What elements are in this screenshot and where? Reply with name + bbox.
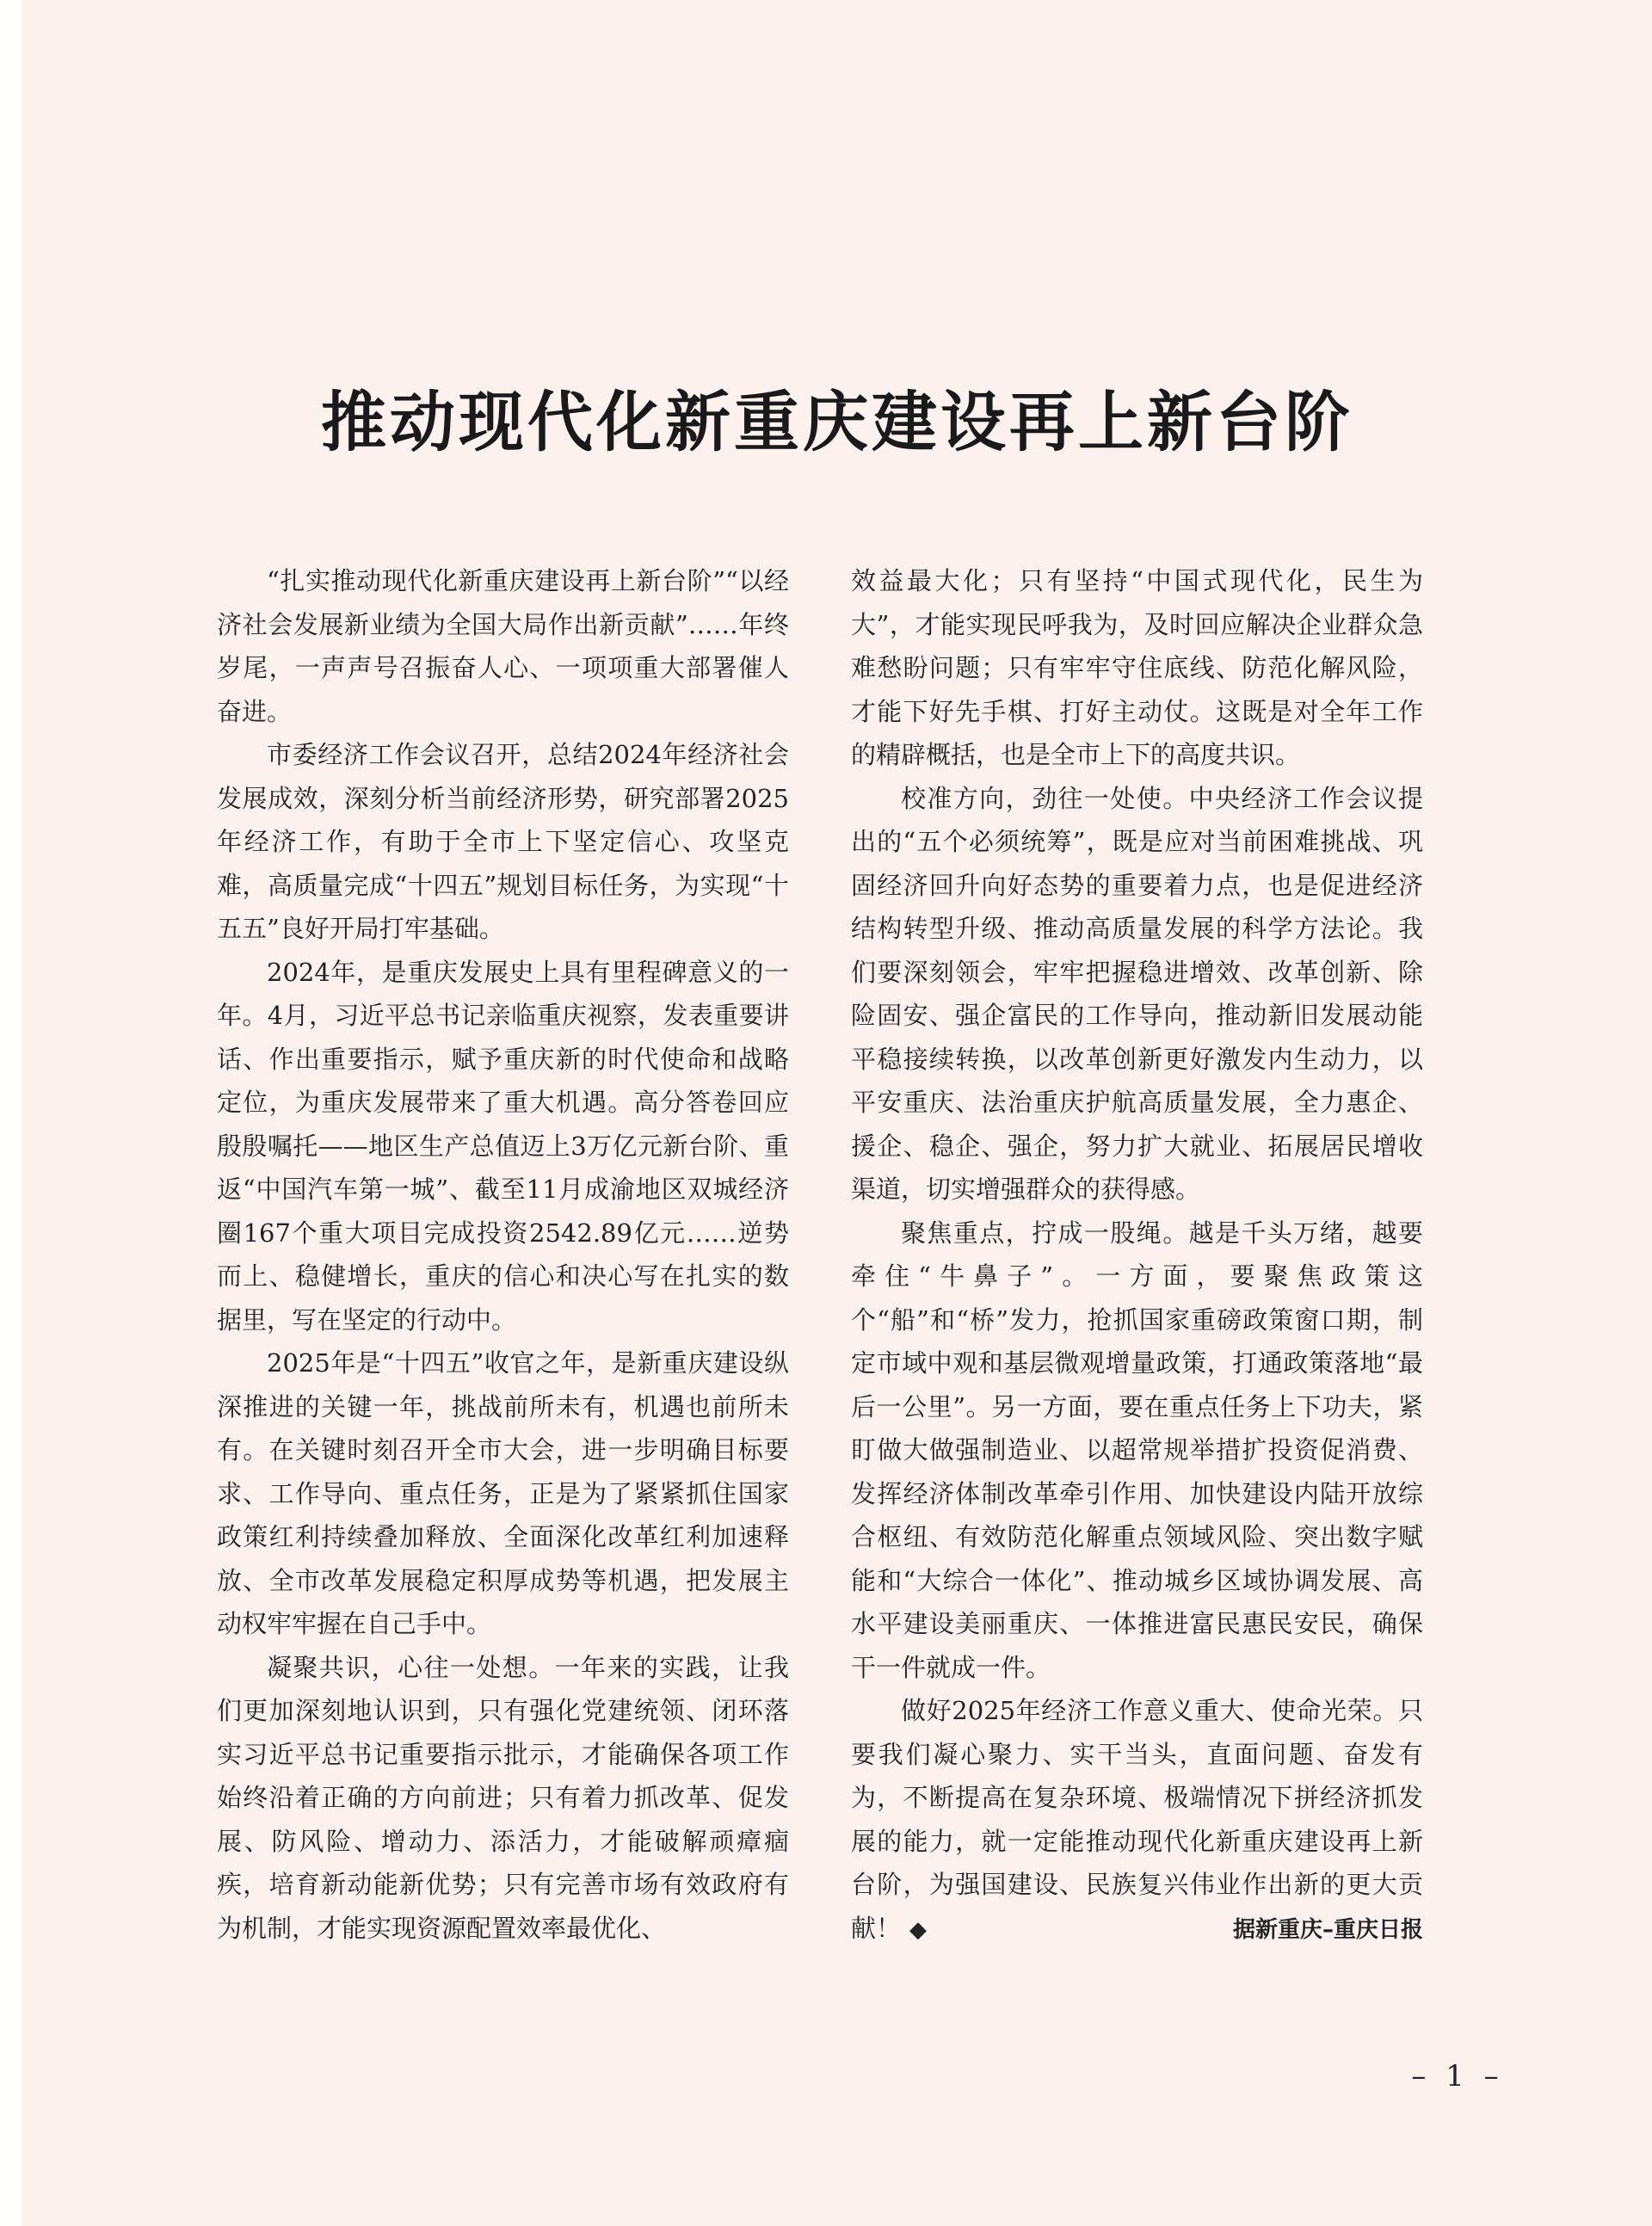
paragraph: 2024年，是重庆发展史上具有里程碑意义的一年。4月，习近平总书记亲临重庆视察，发表重要讲话、作出重要指示，赋予重庆新的时代使命和战略定位，为重庆发展带来了重大机遇。高分答卷回应殷殷嘱托——地区生产总值迈上3万亿元新台阶、重返“中国汽车第一城”、截至11月成渝地区双城经济圈167个重大项目完成投资2542.89亿元……逆势而上、稳健增长，重庆的信心和决心写在扎实的数据里，写在坚定的行动中。 — [217, 957, 789, 1335]
paragraph: 凝聚共识，心往一处想。一年来的实践，让我们更加深刻地认识到，只有强化党建统领、闭环落实习近平总书记重要指示批示，才能确保各项工作始终沿着正确的方向前进；只有着力抓改革、促发展、防风险、增动力、添活力，才能破解顽瘴痼疾，培育新动能新优势；只有完善市场有效政府有为机制，才能实现资源配置效率最优化、 — [217, 1652, 789, 1943]
left-column — [217, 559, 789, 1950]
paragraph-text: 做好2025年经济工作意义重大、使命光荣。只要我们凝心聚力、实干当头，直面问题、奋发有为，不断提高在复杂环境、极端情况下拼经济抓发展的能力，就一定能推动现代化新重庆建设再上新台阶，为强国建设、民族复兴伟业作出新的更大贡献！ — [851, 1696, 1423, 1943]
paragraph: 聚焦重点，拧成一股绳。越是千头万绪，越要牵住“牛鼻子”。一方面，要聚焦政策这个“船”和“桥”发力，抢抓国家重磅政策窗口期，制定市域中观和基层微观增量政策，打通政策落地“最后一公里”。另一方面，要在重点任务上下功夫，紧盯做大做强制造业、以超常规举措扩投资促消费、发挥经济体制改革牵引作用、加快建设内陆开放综合枢纽、有效防范化解重点领域风险、突出数字赋能和“大综合一体化”、推动城乡区域协调发展、高水平建设美丽重庆、一体推进富民惠民安民，确保干一件就成一件。 — [851, 1218, 1423, 1682]
paragraph-continued: 效益最大化；只有坚持“中国式现代化，民生为大”，才能实现民呼我为，及时回应解决企业群众急难愁盼问题；只有牢牢守住底线、防范化解风险，才能下好先手棋、打好主动仗。这既是对全年工作的精辟概括，也是全市上下的高度共识。 — [851, 566, 1423, 769]
right-column — [851, 559, 1423, 1952]
final-paragraph — [851, 1689, 1423, 1952]
article-title: 推动现代化新重庆建设再上新台阶 — [321, 384, 1353, 460]
paragraph: 校准方向，劲往一处使。中央经济工作会议提出的“五个必须统筹”，既是应对当前困难挑战、巩固经济回升向好态势的重要着力点，也是促进经济结构转型升级、推动高质量发展的科学方法论。我们要深刻领会，牢牢把握稳进增效、改革创新、除险固安、强企富民的工作导向，推动新旧发展动能平稳接续转换，以改革创新更好激发内生动力，以平安重庆、法治重庆护航高质量发展，全力惠企、援企、稳企、强企，努力扩大就业、拓展居民增收渠道，切实增强群众的获得感。 — [851, 783, 1423, 1204]
end-mark-icon: ◆ — [909, 1916, 928, 1943]
paragraph: “扎实推动现代化新重庆建设再上新台阶”“以经济社会发展新业绩为全国大局作出新贡献”……年终岁尾，一声声号召振奋人心、一项项重大部署催人奋进。 — [217, 566, 789, 726]
document-page — [22, 0, 1652, 2226]
page-number: – 1 – — [1411, 2059, 1504, 2093]
paragraph: 市委经济工作会议召开，总结2024年经济社会发展成效，深刻分析当前经济形势，研究部署2025年经济工作，有助于全市上下坚定信心、攻坚克难，高质量完成“十四五”规划目标任务，为实现“十五五”良好开局打牢基础。 — [217, 740, 789, 943]
paragraph: 2025年是“十四五”收官之年，是新重庆建设纵深推进的关键一年，挑战前所未有，机遇也前所未有。在关键时刻召开全市大会，进一步明确目标要求、工作导向、重点任务，正是为了紧紧抓住国家政策红利持续叠加释放、全面深化改革红利加速释放、全市改革发展稳定积厚成势等机遇，把发展主动权牢牢握在自己手中。 — [217, 1348, 789, 1638]
source-credit: 据新重庆–重庆日报 — [1232, 1916, 1423, 1943]
